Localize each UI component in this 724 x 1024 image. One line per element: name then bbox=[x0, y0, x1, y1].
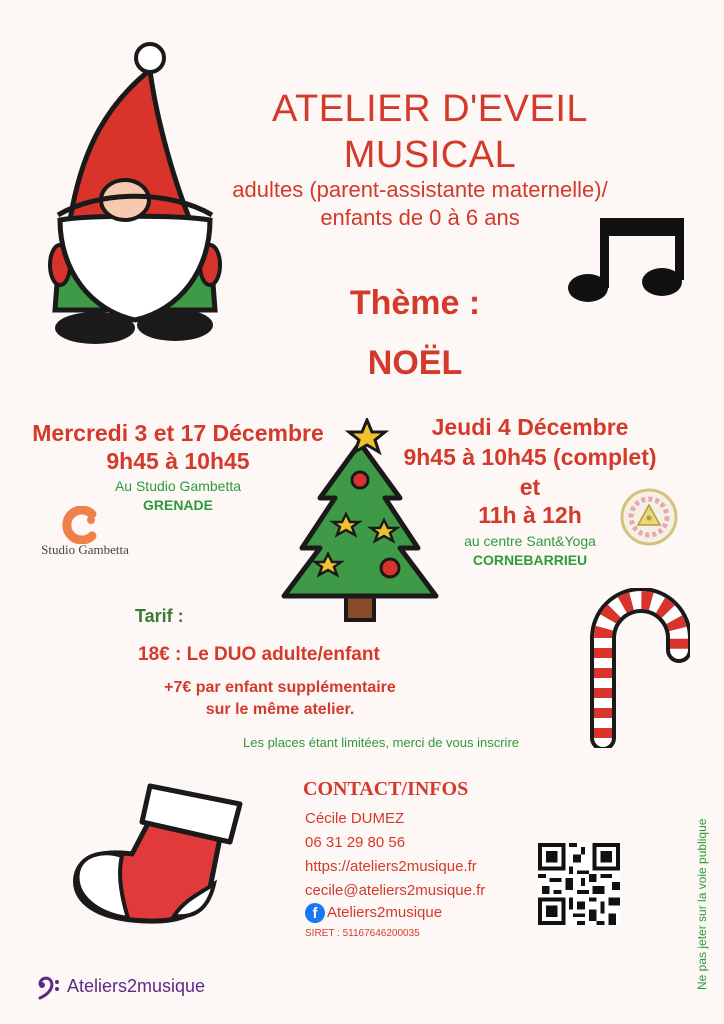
right-session-time-1: 9h45 à 10h45 (complet) bbox=[403, 444, 657, 470]
facebook-icon[interactable]: f bbox=[305, 903, 325, 923]
christmas-stocking-illustration bbox=[62, 768, 252, 928]
title-line-2: MUSICAL bbox=[343, 134, 517, 176]
contact-email-link[interactable]: cecile@ateliers2musique.fr bbox=[305, 882, 486, 899]
candy-cane-illustration bbox=[585, 588, 690, 748]
right-session-date: Jeudi 4 Décembre bbox=[431, 414, 629, 440]
gnome-illustration bbox=[40, 40, 230, 350]
left-session-city: GRENADE bbox=[142, 497, 213, 513]
side-recycling-note: Ne pas jeter sur la voie publique bbox=[695, 818, 709, 990]
footer-brand: Ateliers2musique bbox=[67, 976, 206, 996]
subtitle-line-2: enfants de 0 à 6 ans bbox=[320, 205, 520, 230]
tarif-label: Tarif : bbox=[135, 606, 184, 626]
bass-clef-icon bbox=[36, 974, 62, 1000]
studio-gambetta-logo-text: Studio Gambetta bbox=[41, 542, 129, 557]
right-session-venue: au centre Sant&Yoga bbox=[464, 533, 596, 549]
left-session-venue: Au Studio Gambetta bbox=[114, 478, 242, 494]
sant-yoga-logo-icon bbox=[620, 488, 678, 546]
qr-code[interactable] bbox=[538, 843, 620, 925]
tarif-price: 18€ : Le DUO adulte/enfant bbox=[138, 644, 380, 665]
right-session-city: CORNEBARRIEU bbox=[472, 552, 588, 568]
tarif-extra-line-1: +7€ par enfant supplémentaire bbox=[164, 679, 396, 696]
left-session-date: Mercredi 3 et 17 Décembre bbox=[32, 420, 324, 446]
tarif-extra-line-2: sur le même atelier. bbox=[205, 701, 355, 718]
contact-name: Cécile DUMEZ bbox=[305, 810, 405, 827]
right-session-connector: et bbox=[519, 474, 541, 500]
contact-facebook-link[interactable]: Ateliers2musique bbox=[327, 904, 443, 921]
left-session-time: 9h45 à 10h45 bbox=[106, 448, 250, 474]
contact-heading: CONTACT/INFOS bbox=[303, 778, 469, 800]
right-session-time-2: 11h à 12h bbox=[478, 502, 582, 528]
tarif-note: Les places étant limitées, merci de vous inscrire bbox=[243, 735, 520, 750]
contact-phone[interactable]: 06 31 29 80 56 bbox=[305, 834, 406, 851]
title-line-1: ATELIER D'EVEIL bbox=[271, 88, 589, 130]
subtitle-line-1: adultes (parent-assistante maternelle)/ bbox=[232, 177, 608, 202]
music-note-icon bbox=[566, 212, 686, 304]
contact-website-link[interactable]: https://ateliers2musique.fr bbox=[305, 858, 477, 875]
studio-gambetta-logo-icon bbox=[62, 506, 100, 544]
theme-label: Thème : bbox=[349, 284, 481, 322]
theme-value: NOËL bbox=[367, 344, 463, 382]
contact-siret: SIRET : 51167646200035 bbox=[305, 928, 420, 939]
